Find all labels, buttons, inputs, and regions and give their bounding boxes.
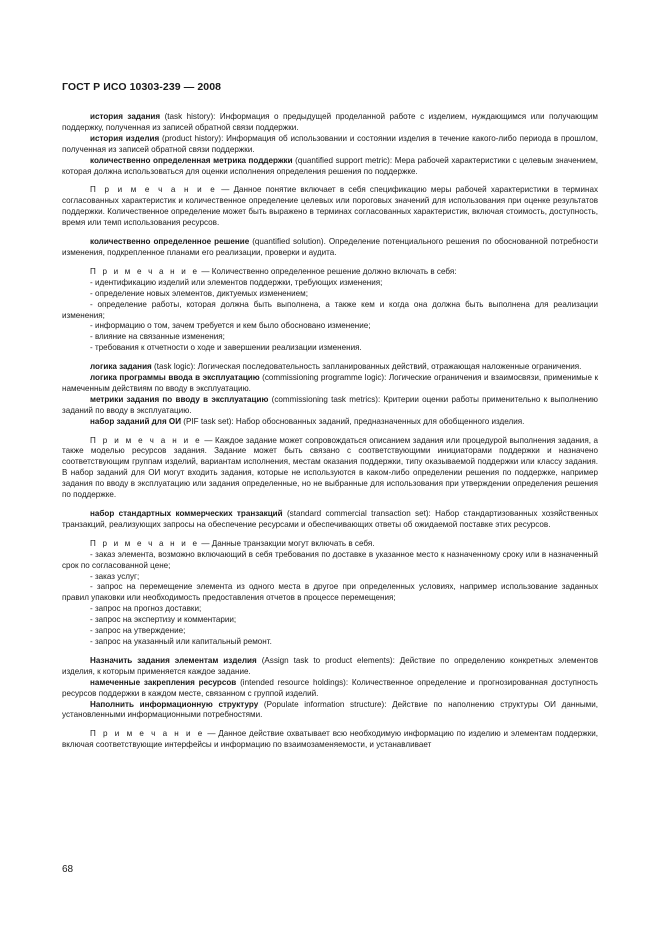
note bbox=[62, 267, 598, 278]
definition-text: (quantified solution). Определение потенциального решения по обоснованной потребности изменения, подкрепленное планами его реализации, проверки и аудита. bbox=[62, 237, 598, 257]
note-text: — Данное действие охватывает всю необходимую информацию по изделию и элементам поддержки, включая соответствующие интерфейсы и информацию по взаимозаменяемости, и устанавливает bbox=[62, 729, 599, 750]
document-header: ГОСТ Р ИСО 10303-239 — 2008 bbox=[62, 81, 222, 93]
note-text: — Данные транзакции могут включать в себя. bbox=[199, 538, 375, 548]
note-label: П р и м е ч а н и е bbox=[90, 185, 218, 195]
term: Назначить задания элементам изделия bbox=[90, 655, 257, 665]
list-item: - определение работы, которая должна быть выполнена, а также кем и когда она должна быть выполнена для реализации изменения; bbox=[62, 299, 598, 320]
list-item: - определение новых элементов, диктуемых изменением; bbox=[90, 288, 308, 298]
note-label: П р и м е ч а н и е bbox=[90, 729, 205, 739]
list-item: - влияние на связанные изменения; bbox=[90, 332, 225, 342]
definition-text: (PIF task set): Набор обоснованных заданий, предназначенных для обобщенного изделия. bbox=[181, 416, 525, 426]
term: история задания bbox=[90, 112, 161, 121]
definition-task-history bbox=[62, 112, 598, 134]
list-item: - запрос на экспертизу и комментарии; bbox=[90, 615, 237, 625]
term: количественно определенное решение bbox=[90, 237, 250, 247]
term: логика задания bbox=[90, 362, 152, 372]
term: набор заданий для ОИ bbox=[90, 416, 182, 426]
list-item: - идентификацию изделий или элементов поддержки, требующих изменения; bbox=[90, 277, 383, 287]
term: Наполнить информационную структуру bbox=[90, 699, 259, 709]
note-label: П р и м е ч а н и е bbox=[90, 435, 202, 445]
definition-text: (Populate information structure): Действие по наполнению структуры ОИ данными, установленными информационными потребностями. bbox=[62, 699, 598, 720]
term: набор стандартных коммерческих транзакций bbox=[90, 509, 283, 518]
note bbox=[62, 185, 598, 229]
note-label: П р и м е ч а н и е bbox=[90, 538, 200, 548]
definition-text: (task history): Информация о предыдущей проделанной работе с изделием, нуждающимся или получающим поддержку, полученная из записей обратной связи поддержки. bbox=[62, 112, 598, 132]
definition-product-history bbox=[62, 134, 598, 156]
document-body bbox=[62, 112, 598, 751]
term: намеченные закрепления ресурсов bbox=[90, 677, 237, 687]
term: история изделия bbox=[90, 133, 160, 143]
definition-text: (commissioning programme logic): Логические ограничения и взаимосвязи, применимые к намеченным действиям по вводу в эксплуатацию. bbox=[62, 373, 598, 393]
list-item: - запрос на прогноз доставки; bbox=[90, 604, 202, 614]
note bbox=[62, 729, 598, 751]
note-label: П р и м е ч а н и е bbox=[90, 266, 200, 276]
note-text: — Количественно определенное решение должно включать в себя: bbox=[199, 266, 457, 276]
term: логика программы ввода в эксплуатацию bbox=[90, 373, 260, 383]
term: метрики задания по вводу в эксплуатацию bbox=[90, 394, 269, 404]
definition-text: (standard commercial transaction set): Набор стандартизованных хозяйственных транзакций, реализующих запросы на обеспечение ресурсами и обеспечивающих ответы об ожидаемой поставке этих ресурсов. bbox=[62, 509, 599, 529]
definition-intended-resource-holdings bbox=[62, 678, 598, 700]
note bbox=[62, 436, 598, 501]
definition-quantified-solution bbox=[62, 237, 598, 259]
list-item: - заказ элемента, возможно включающий в себя требования по доставке в указанное место к назначенному сроку или в назначенный срок по согласованной цене; bbox=[62, 549, 598, 570]
definition-text: (intended resource holdings): Количественное определение и прогнозированная доступность ресурсов поддержки в каждом месте, связанном с группой изделий. bbox=[62, 677, 598, 698]
definition-populate-information-structure bbox=[62, 700, 598, 722]
note bbox=[62, 539, 598, 550]
definition-quantified-support-metric bbox=[62, 156, 598, 178]
definition-text: (task logic): Логическая последовательность запланированных действий, отражающая наложенные ограничения. bbox=[151, 362, 582, 372]
definition-pif-task-set bbox=[62, 417, 598, 428]
note-text: — Данное понятие включает в себя спецификацию меры рабочей характеристики в терминах согласованных характеристик и количественное определение целевых или пороговых значений для использования при оценке результатов поддержки. Количественное определение может быть выражено в терминах согласованных характеристик, включая стоимость, доступность, время или темп использования ресурсов. bbox=[62, 185, 598, 228]
definition-text: (product history): Информация об использовании и состоянии изделия в течение какого-либо периода в прошлом, полученная из записей обратной связи поддержки. bbox=[62, 133, 598, 154]
definition-assign-task-to-product-elements bbox=[62, 656, 598, 678]
definition-text: (commissioning task metrics): Критерии оценки работы применительно к выполнению заданий по вводу в эксплуатацию. bbox=[62, 394, 598, 415]
definition-standard-commercial-transaction-set bbox=[62, 509, 598, 531]
list-item: - запрос на утверждение; bbox=[90, 626, 186, 636]
definition-commissioning-task-metrics bbox=[62, 395, 598, 417]
definition-text: (quantified support metric): Мера рабочей характеристики с целевым значением, которая должна использоваться для оценки исполнения определения решения по поддержке. bbox=[62, 155, 599, 176]
page-number: 68 bbox=[62, 864, 74, 875]
note-text: — Каждое задание может сопровождаться описанием задания или процедурой выполнения задания, а также моделью ресурсов задания. Задание может быть связано с соответствующими инициаторами поддержки и назначено соответствующим группам изделий, вариантам исполнения, местам оказания поддержки, типу оказываемой поддержки или классу задания. В набор заданий для ОИ могут входить задания, которые не используются в каком-либо определении решения по поддержке, например задания по вводу в эксплуатацию или задания определенные, но не выбранные для использования при утверждении определения решения по поддержке. bbox=[62, 435, 598, 500]
list-item: - информацию о том, зачем требуется и кем было обосновано изменение; bbox=[90, 321, 371, 331]
definition-task-logic bbox=[62, 362, 598, 373]
definition-text: (Assign task to product elements): Действие по определению конкретных элементов изделия, к которым применяется каждое задание. bbox=[62, 655, 598, 676]
list-item: - запрос на перемещение элемента из одного места в другое при определенных условиях, например использование заданных правил упаковки или необходимость предоставления отчетов в процессе перемещения; bbox=[62, 582, 598, 603]
list-item: - запрос на указанный или капитальный ремонт. bbox=[90, 636, 272, 646]
list-item: - заказ услуг; bbox=[90, 571, 140, 581]
term: количественно определенная метрика поддержки bbox=[90, 155, 293, 165]
definition-commissioning-programme-logic bbox=[62, 373, 598, 395]
list-item: - требования к отчетности о ходе и завершении реализации изменения. bbox=[90, 343, 362, 353]
